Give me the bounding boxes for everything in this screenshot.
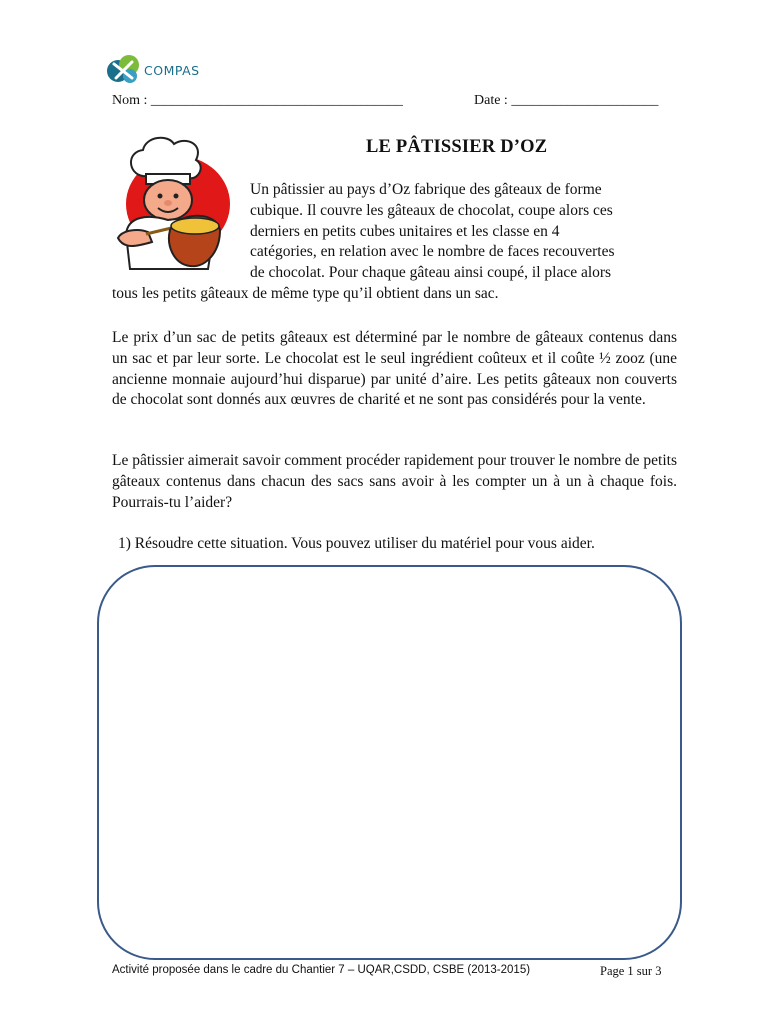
intro-line: tous les petits gâteaux de même type qu’il obtient dans un sac. [112,284,499,302]
question-1: 1) Résoudre cette situation. Vous pouvez utiliser du matériel pour vous aider. [118,535,595,552]
footer-credit: Activité proposée dans le cadre du Chantier 7 – UQAR,CSDD, CSBE (2013-2015) [112,964,531,976]
intro-line: catégories, en relation avec le nombre de faces recouvertes [250,243,615,261]
compas-logo-icon [107,54,141,84]
intro-line: Un pâtissier au pays d’Oz fabrique des gâteaux de forme [250,181,602,198]
nom-field[interactable]: Nom : ____________________________________ [112,93,403,108]
page-title: LE PÂTISSIER D’OZ [366,137,548,157]
answer-box[interactable] [97,565,682,960]
logo-text: COMPAS [144,62,200,78]
price-paragraph: Le prix d’un sac de petits gâteaux est déterminé par le nombre de gâteaux contenus dans un sac et par leur sorte. Le chocolat est le seul ingrédient coûteux et il coûte ½ zooz (une ancienne monnaie aujourd’hui disparue) par unité d’aire. Les petits gâteaux non couverts de chocolat sont donnés aux œuvres de charité et ne sont pas considérés pour la vente. [112,329,677,409]
intro-line: derniers en petits cubes unitaires et les classe en 4 [250,222,560,240]
intro-paragraph [112,180,677,305]
intro-line: de chocolat. Pour chaque gâteau ainsi coupé, il place alors [250,264,612,282]
page-number: Page 1 sur 3 [600,964,662,978]
compas-logo [107,53,200,85]
question-paragraph: Le pâtissier aimerait savoir comment procéder rapidement pour trouver le nombre de petits gâteaux contenus dans chacun des sacs sans avoir à les compter un à un à chaque fois. Pourrais-tu l’aider? [112,452,677,511]
date-field[interactable]: Date : _____________________ [474,93,659,108]
intro-line: cubique. Il couvre les gâteaux de chocolat, coupe alors ces [250,201,613,219]
